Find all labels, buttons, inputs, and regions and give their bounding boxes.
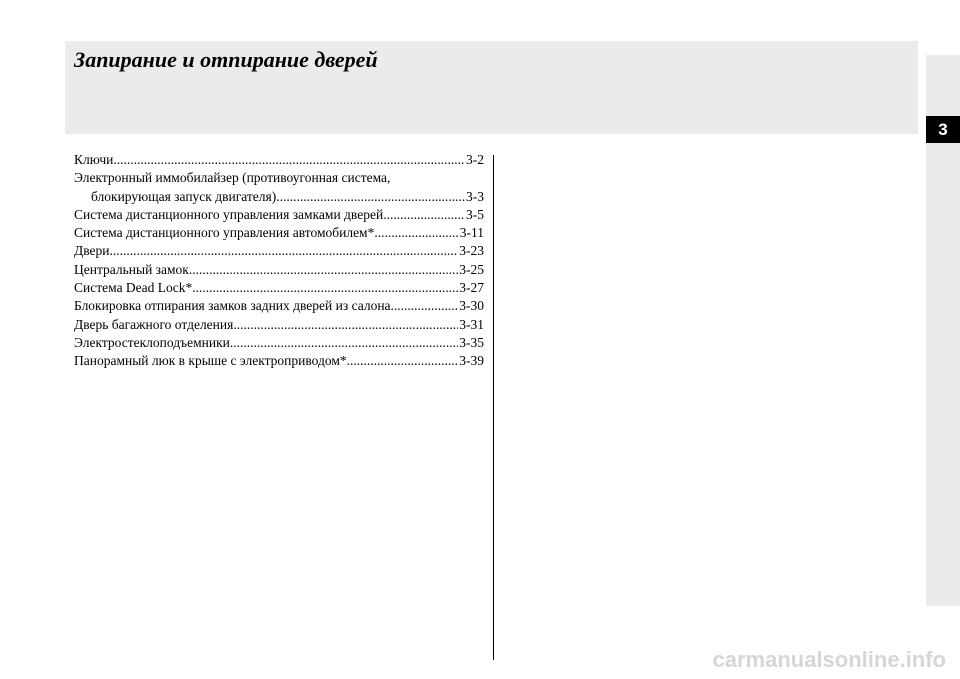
toc-entry-page: 3-25 (459, 261, 484, 277)
toc-dot-leader (383, 206, 465, 224)
toc-entry-tailgate[interactable] (74, 316, 484, 334)
toc-dot-leader (192, 279, 458, 297)
table-of-contents (74, 151, 484, 371)
toc-entry-page: 3-2 (466, 152, 484, 167)
toc-dot-leader (374, 224, 458, 242)
toc-entry-label: Система Dead Lock* (74, 280, 193, 296)
toc-dot-leader (189, 261, 458, 279)
toc-entry-label: Дверь багажного отделения (74, 316, 234, 332)
toc-entry-page: 3-23 (459, 243, 484, 259)
chapter-number-tab[interactable]: 3 (926, 116, 960, 143)
toc-entry-page: 3-27 (459, 280, 484, 296)
toc-entry-label: Панорамный люк в крыше с электроприводом* (74, 353, 347, 369)
toc-dot-leader (276, 188, 465, 206)
toc-dot-leader (233, 316, 458, 334)
toc-entry-page: 3-39 (459, 353, 484, 369)
toc-entry-page: 3-3 (466, 188, 484, 204)
toc-dot-leader (391, 297, 459, 315)
toc-entry-label: Блокировка отпирания замков задних дверей из салона (74, 298, 391, 314)
toc-entry-central-locking[interactable] (74, 261, 484, 279)
toc-entry-dead-lock[interactable] (74, 279, 484, 297)
toc-entry-label: блокирующая запуск двигателя) (91, 188, 277, 204)
toc-entry-immobilizer[interactable] (74, 188, 484, 206)
toc-entry-page: 3-35 (459, 334, 484, 350)
chapter-header-band (65, 41, 918, 134)
toc-entry-label: Система дистанционного управления замками дверей (74, 206, 384, 222)
chapter-title: Запирание и отпирание дверей (74, 47, 378, 72)
toc-entry-child-lock[interactable] (74, 297, 484, 315)
toc-entry-power-windows[interactable] (74, 334, 484, 352)
toc-entry-label: Электростеклоподъемники (74, 334, 230, 350)
toc-entry-keys[interactable] (74, 151, 484, 169)
toc-dot-leader (230, 334, 458, 352)
toc-entry-page: 3-31 (459, 316, 484, 332)
toc-entry-label: Ключи (74, 152, 114, 167)
watermark: carmanualsonline.info (712, 647, 946, 672)
toc-entry-page: 3-11 (459, 225, 484, 241)
toc-entry-keyless-entry[interactable] (74, 206, 484, 224)
toc-dot-leader (113, 151, 465, 169)
toc-entry-page: 3-5 (466, 206, 484, 222)
toc-entry-immobilizer-line1[interactable] (74, 169, 484, 187)
toc-entry-label: Система дистанционного управления автомобилем* (74, 225, 375, 241)
toc-entry-doors[interactable] (74, 242, 484, 260)
toc-dot-leader (347, 352, 459, 370)
toc-entry-label: Двери (74, 243, 110, 259)
toc-entry-page: 3-30 (459, 298, 484, 314)
toc-entry-label: Электронный иммобилайзер (противоугонная система, (74, 170, 391, 186)
toc-dot-leader (109, 242, 458, 260)
toc-entry-sunroof[interactable] (74, 352, 484, 370)
toc-entry-label: Центральный замок (74, 261, 189, 277)
column-divider (493, 155, 494, 660)
toc-entry-remote-operation[interactable] (74, 224, 484, 242)
